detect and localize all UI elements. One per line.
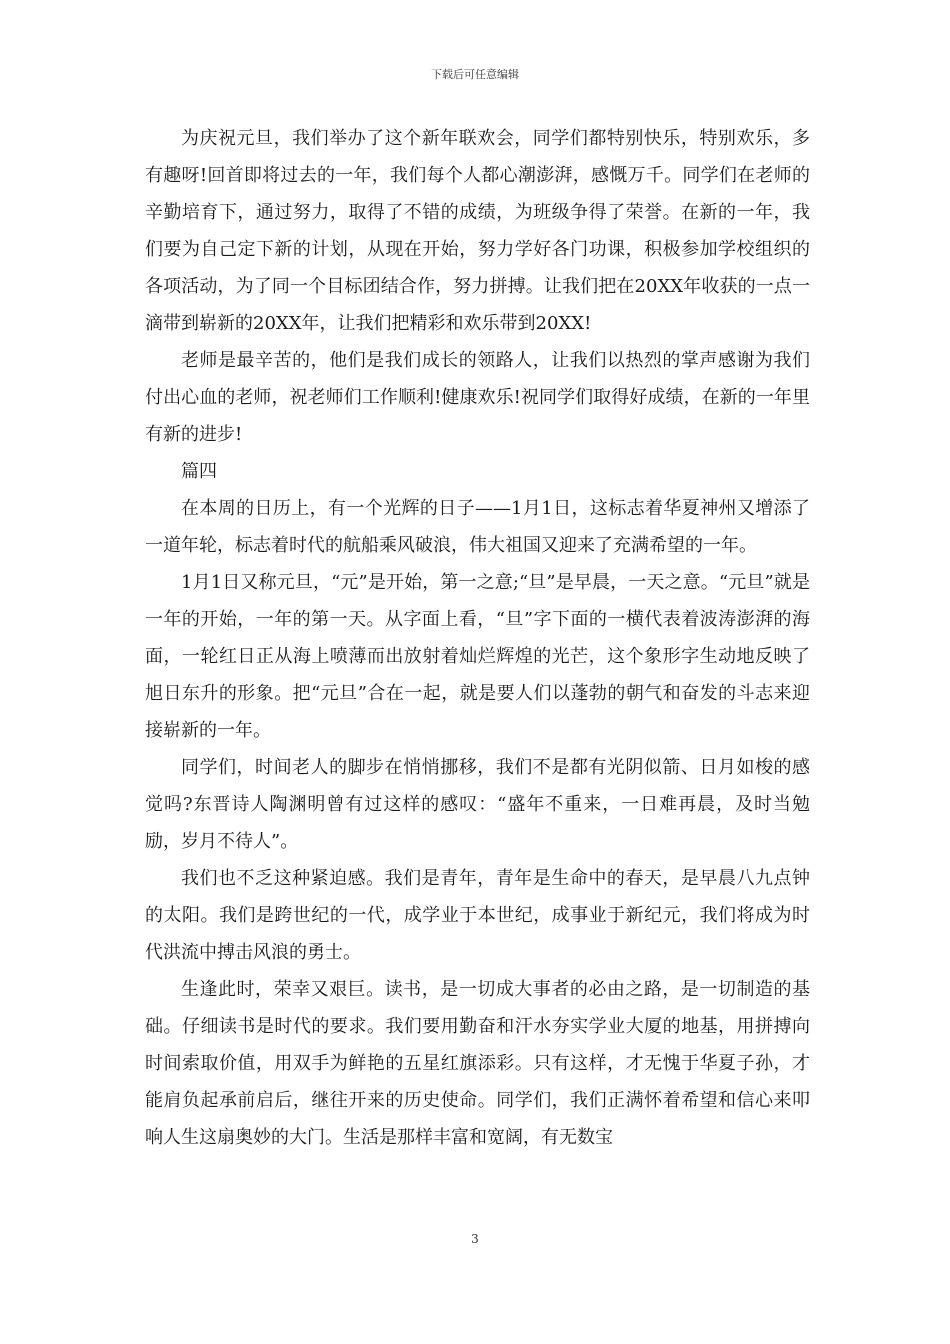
paragraph: 我们也不乏这种紧迫感。我们是青年，青年是生命中的春天，是早晨八九点钟的太阳。我们是跨世纪的一代，成学业于本世纪，成事业于新纪元，我们将成为时代洪流中搏击风浪的勇士。	[145, 868, 810, 963]
paragraph: 生逢此时，荣幸又艰巨。读书，是一切成大事者的必由之路，是一切制造的基础。仔细读书是时代的要求。我们要用勤奋和汗水夯实学业大厦的地基，用拼搏向时间索取价值，用双手为鲜艳的五星红旗添彩。只有这样，才无愧于华夏子孙，才能肩负起承前启后，继往开来的历史使命。同学们，我们正满怀着希望和信心来叩响人生这扇奥妙的大门。生活是那样丰富和宽阔，有无数宝	[145, 979, 810, 1148]
page-number: 3	[471, 1232, 479, 1246]
page-header: 下载后可任意编辑	[431, 68, 519, 81]
paragraph: 老师是最辛苦的，他们是我们成长的领路人，让我们以热烈的掌声感谢为我们付出心血的老师，祝老师们工作顺利!健康欢乐!祝同学们取得好成绩，在新的一年里有新的进步!	[145, 350, 810, 445]
section-heading: 篇四	[181, 461, 217, 482]
paragraph: 为庆祝元旦，我们举办了这个新年联欢会，同学们都特别快乐，特别欢乐，多有趣呀!回首即将过去的一年，我们每个人都心潮澎湃，感慨万千。同学们在老师的辛勤培育下，通过努力，取得了不错的成绩，为班级争得了荣誉。在新的一年，我们要为自己定下新的计划，从现在开始，努力学好各门功课，积极参加学校组织的各项活动，为了同一个目标团结合作，努力拼搏。让我们把在20XX年收获的一点一滴带到崭新的20XX年，让我们把精彩和欢乐带到20XX!	[145, 128, 810, 334]
paragraph: 1月1日又称元旦，“元”是开始，第一之意;“旦”是早晨，一天之意。“元旦”就是一年的开始，一年的第一天。从字面上看，“旦”字下面的一横代表着波涛澎湃的海面，一轮红日正从海上喷薄而出放射着灿烂辉煌的光芒，这个象形字生动地反映了旭日东升的形象。把“元旦”合在一起，就是要人们以蓬勃的朝气和奋发的斗志来迎接崭新的一年。	[145, 572, 810, 741]
paragraph: 同学们，时间老人的脚步在悄悄挪移，我们不是都有光阴似箭、日月如梭的感觉吗?东晋诗人陶渊明曾有过这样的感叹：“盛年不重来，一日难再晨，及时当勉励，岁月不待人”。	[145, 757, 810, 852]
paragraph: 在本周的日历上，有一个光辉的日子——1月1日，这标志着华夏神州又增添了一道年轮，标志着时代的航船乘风破浪，伟大祖国又迎来了充满希望的一年。	[145, 498, 810, 556]
document-body	[145, 120, 810, 1156]
